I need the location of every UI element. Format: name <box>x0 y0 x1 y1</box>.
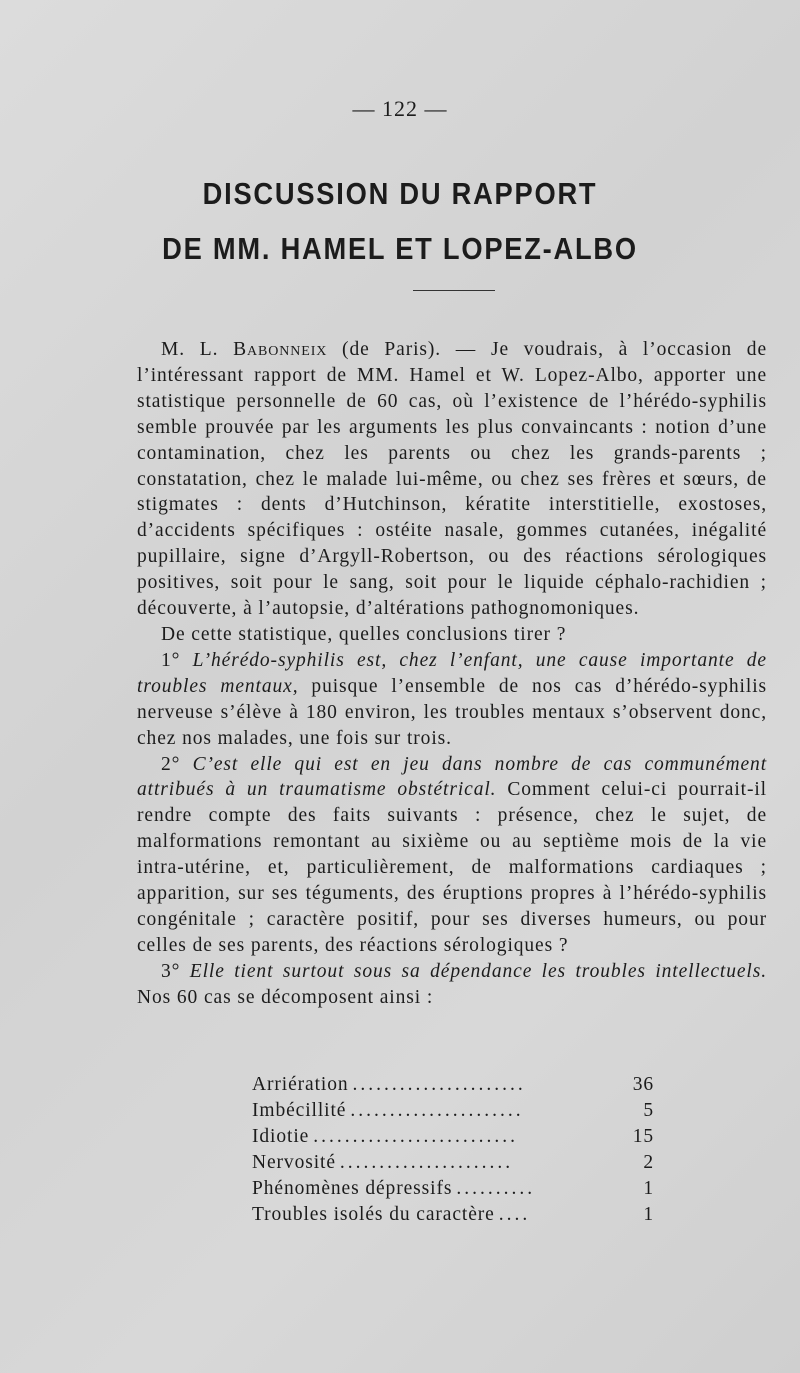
point-1-number: 1° <box>161 649 193 671</box>
paragraph-intro-text: (de Paris). — Je voudrais, à l’occasion de l’intéressant rapport de MM. Hamel et W. Lopez-Albo, apporter une statistique personnelle de 60 cas, où l’existence de l’hérédo-syphilis semble prouvée par les arguments les plus convaincants : notion d’une contamination, chez les parents ou chez les grands-parents ; constatation, chez le malade lui-même, ou chez ses frères et sœurs, de stigmates : dents d’Hutchinson, kératite interstitielle, exostoses, d’accidents spécifiques : ostéite nasale, gommes cutanées, inégalité pupillaire, signe d’Argyll-Robertson, ou des réactions sérologiques positives, soit pour le sang, soit pour le liquide céphalo-rachidien ; découverte, à l’autopsie, d’altérations pathognomoniques. <box>137 339 767 620</box>
row-value: 1 <box>643 1204 654 1225</box>
speaker-initial: M. L. <box>161 339 234 360</box>
body-text <box>137 337 767 1011</box>
case-breakdown-table <box>252 1072 654 1228</box>
row-label: Imbécillité <box>252 1100 347 1121</box>
row-value: 2 <box>643 1152 654 1173</box>
point-3-number: 3° <box>161 960 190 982</box>
paragraph-point-3 <box>137 959 767 1011</box>
speaker-name: Babonneix <box>233 339 328 360</box>
paragraph-question: De cette statistique, quelles conclusions tirer ? <box>161 623 567 645</box>
leader-dots: .......... <box>456 1178 536 1199</box>
table-row <box>252 1150 654 1176</box>
point-3-heading: Elle tient surtout sous sa dépendance les troubles intellectuels. <box>189 960 768 982</box>
row-label: Arriération <box>252 1074 349 1095</box>
point-2-text: Comment celui-ci pourrait-il rendre compte des faits suivants : présence, chez le sujet, de malformations remontant au sixième ou au septième mois de la vie intra-utérine, et, particulièrement, de malformations cardiaques ; apparition, sur ses téguments, des éruptions propres à l’hérédo-syphilis congénitale ; caractère positif, pour ses diverses humeurs, ou pour celles de ses parents, des réactions sérologiques ? <box>137 779 767 956</box>
row-label: Troubles isolés du caractère <box>252 1204 495 1225</box>
point-3-text: Nos 60 cas se décomposent ainsi : <box>137 986 434 1008</box>
leader-dots: ...................... <box>339 1152 514 1173</box>
paragraph-intro <box>137 337 767 622</box>
row-label: Phénomènes dépressifs <box>252 1178 453 1199</box>
leader-dots: .... <box>498 1204 531 1225</box>
point-1-text: puisque l’ensemble de nos cas d’hérédo-syphilis nerveuse s’élève à 180 environ, les troubles mentaux s’observent donc, chez nos malades, une fois sur trois. <box>137 675 768 749</box>
table-row <box>252 1098 654 1124</box>
leader-dots: ...................... <box>350 1100 524 1121</box>
row-label: Idiotie <box>252 1126 310 1147</box>
title-divider <box>413 290 495 291</box>
row-value: 15 <box>632 1126 654 1147</box>
table-row <box>252 1124 654 1150</box>
table-row <box>252 1202 654 1228</box>
point-2-number: 2° <box>161 753 193 775</box>
row-value: 5 <box>643 1100 654 1121</box>
row-value: 1 <box>643 1178 654 1199</box>
title-line-2: DE MM. HAMEL ET LOPEZ-ALBO <box>162 231 638 266</box>
leader-dots: .......................... <box>313 1126 518 1147</box>
paragraph-point-2 <box>137 752 767 959</box>
point-2-heading: C’est elle qui est en jeu dans nombre de cas communément attribués à un traumatisme obstétrical. <box>137 753 768 801</box>
row-label: Nervosité <box>252 1152 336 1173</box>
row-value: 36 <box>632 1074 654 1095</box>
table-row <box>252 1072 654 1098</box>
paragraph-point-1 <box>137 648 767 752</box>
title-line-1: DISCUSSION DU RAPPORT <box>202 176 598 211</box>
table-row <box>252 1176 654 1202</box>
point-1-heading: L’hérédo-syphilis est, chez l’enfant, une cause importante de troubles mentaux, <box>137 649 767 697</box>
leader-dots: ...................... <box>352 1074 526 1095</box>
page-number: — 122 — <box>352 96 448 121</box>
